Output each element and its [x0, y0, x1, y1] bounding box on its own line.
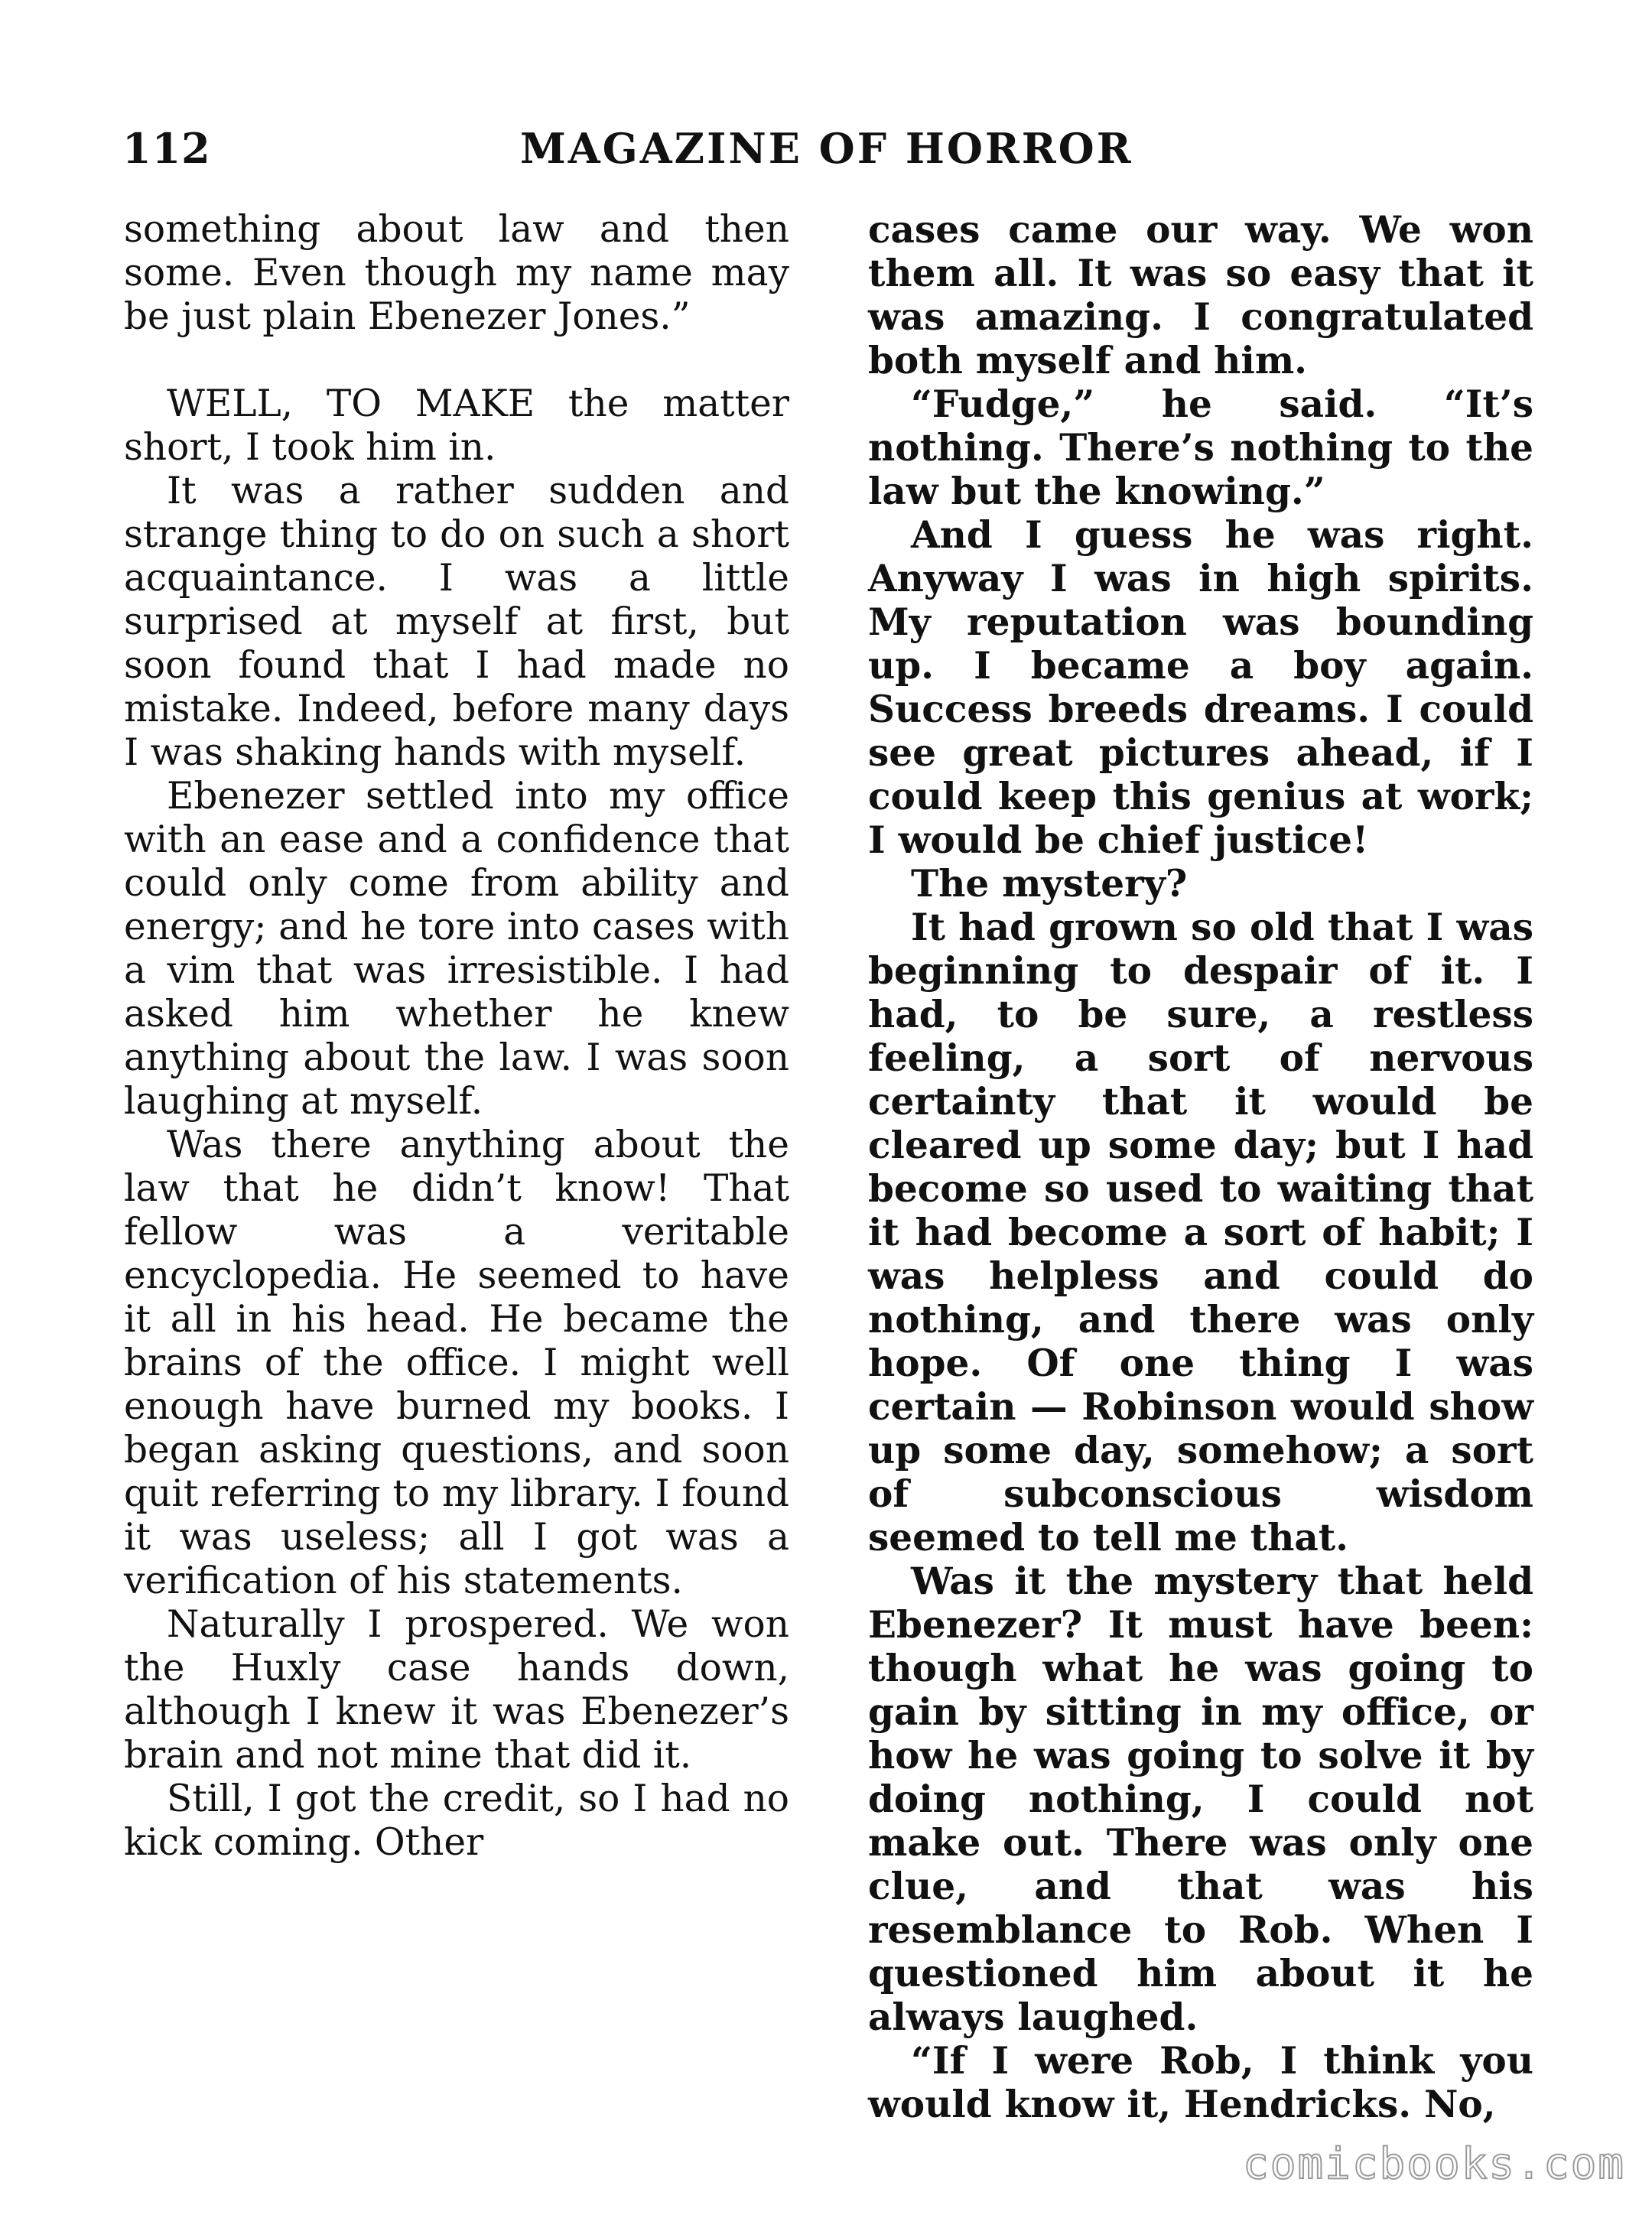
paragraph: It was a rather sudden and strange thing to do on such a short acquaintance. I was a little surprised at myself at first, but soon found that I had made no mistake. Indeed, before many days I was shaking hands with myself. — [124, 470, 789, 774]
magazine-title: MAGAZINE OF HORROR — [520, 124, 1133, 173]
left-column — [124, 208, 789, 1865]
paragraph: WELL, TO MAKE the matter short, I took him in. — [124, 382, 789, 469]
paragraph: “Fudge,” he said. “It’s nothing. There’s nothing to the law but the knowing.” — [868, 382, 1533, 513]
paragraph: It had grown so old that I was beginning to despair of it. I had, to be sure, a restless feeling, a sort of nervous certainty that it would be cleared up some day; but I had become so used to waiting that it had become a sort of habit; I was helpless and could do nothing, and there was only hope. Of one thing I was certain — Robinson would show up some day, somehow; a sort of subconscious wisdom seemed to tell me that. — [868, 906, 1533, 1559]
paragraph: “If I were Rob, I think you would know it, Hendricks. No, — [868, 2039, 1533, 2126]
paragraph: Still, I got the credit, so I had no kick coming. Other — [124, 1777, 789, 1864]
watermark: comicbooks.com — [1242, 2139, 1625, 2189]
paragraph: Was it the mystery that held Ebenezer? It must have been: though what he was going to gain by sitting in my office, or how he was going to solve it by doing nothing, I could not make out. There was only one clue, and that was his resemblance to Rob. When I questioned him about it he always laughed. — [868, 1559, 1533, 2039]
running-head — [122, 124, 1553, 185]
page-number: 112 — [122, 124, 211, 173]
paragraph: Was there anything about the law that he didn’t know! That fellow was a veritable encyclopedia. He seemed to have it all in his head. He became the brains of the office. I might well enough have burned my books. I began asking questions, and soon quit referring to my library. I found it was useless; all I got was a verification of his statements. — [124, 1124, 789, 1602]
paragraph: And I guess he was right. Anyway I was in high spirits. My reputation was bounding up. I became a boy again. Success breeds dreams. I could see great pictures ahead, if I could keep this genius at work; I would be chief justice! — [868, 513, 1533, 862]
paragraph: The mystery? — [911, 862, 1188, 906]
paragraph: Ebenezer settled into my office with an ease and a confidence that could only come from ability and energy; and he tore into cases with a vim that was irresistible. I had asked him whether he knew anything about the law. I was soon laughing at myself. — [124, 775, 789, 1123]
paragraph: cases came our way. We won them all. It was so easy that it was amazing. I congratulated both myself and him. — [868, 208, 1533, 382]
right-column — [868, 208, 1533, 2126]
paragraph: something about law and then some. Even though my name may be just plain Ebenezer Jones.” — [124, 208, 789, 338]
paragraph: Naturally I prospered. We won the Huxly case hands down, although I knew it was Ebenezer’s brain and not mine that did it. — [124, 1603, 789, 1777]
